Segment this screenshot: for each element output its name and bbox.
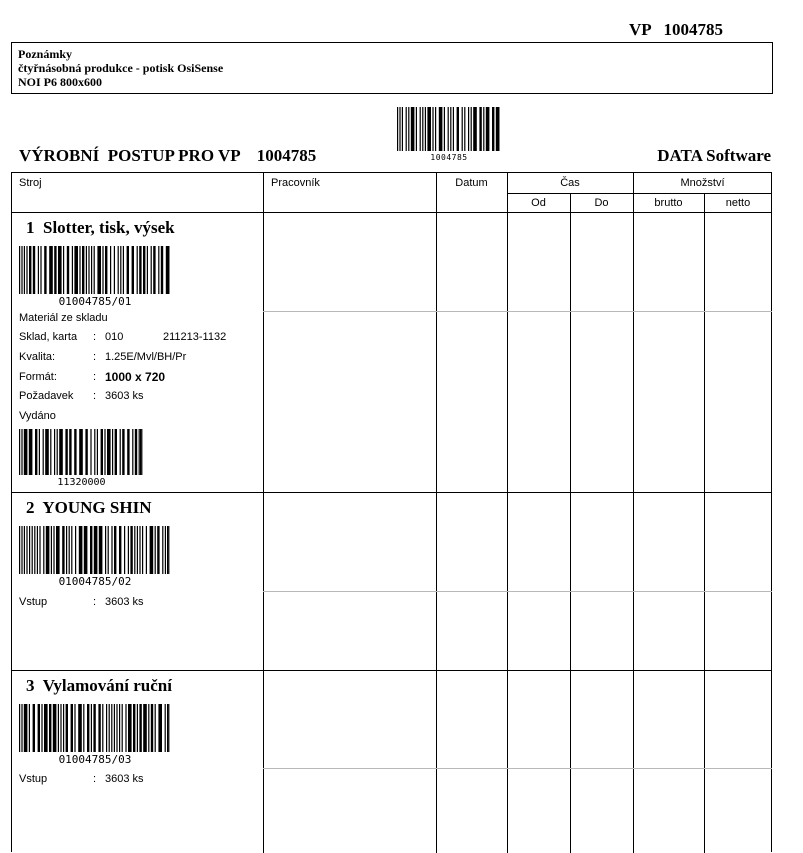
column-divider bbox=[507, 173, 508, 853]
operation-number: 1 bbox=[26, 218, 35, 237]
operation-1-barcode-text: 01004785/01 bbox=[58, 295, 132, 308]
operation-1-title bbox=[26, 218, 175, 238]
header-time-to: Do bbox=[594, 197, 609, 209]
material-label: Materiál ze skladu bbox=[19, 312, 108, 324]
header-quantity: Množství bbox=[680, 177, 725, 189]
document-barcode bbox=[397, 107, 501, 151]
header-time-from: Od bbox=[531, 197, 546, 209]
document-title bbox=[19, 146, 316, 166]
operation-2-title bbox=[26, 498, 151, 518]
column-divider bbox=[704, 193, 705, 853]
operation-number: 2 bbox=[26, 498, 35, 517]
field-value: 010 bbox=[105, 331, 124, 343]
header-bottom-line bbox=[12, 212, 772, 213]
field-colon: : bbox=[93, 331, 97, 343]
row-guide bbox=[263, 768, 772, 769]
field-value: 3603 ks bbox=[105, 773, 144, 785]
field-row bbox=[19, 773, 249, 785]
header-machine: Stroj bbox=[19, 177, 42, 189]
field-label: Vstup bbox=[19, 596, 48, 608]
document-title-number: 1004785 bbox=[256, 146, 317, 165]
issued-barcode bbox=[19, 429, 144, 475]
header-time: Čas bbox=[560, 177, 580, 189]
notes-line-1: čtyřnásobná produkce - potisk OsiSense bbox=[18, 61, 224, 75]
operation-name: Slotter, tisk, výsek bbox=[43, 218, 175, 237]
operation-separator bbox=[12, 670, 772, 671]
field-colon: : bbox=[93, 773, 97, 785]
operation-2-barcode-text: 01004785/02 bbox=[58, 575, 132, 588]
operation-3-barcode bbox=[19, 704, 171, 752]
document-barcode-text: 1004785 bbox=[430, 153, 468, 162]
header-date: Datum bbox=[455, 177, 488, 189]
company-name: DATA Software bbox=[657, 146, 771, 165]
issued-barcode-text: 11320000 bbox=[57, 477, 106, 488]
field-colon: : bbox=[93, 371, 97, 383]
field-label: Kvalita: bbox=[19, 351, 56, 363]
field-colon: : bbox=[93, 596, 97, 608]
column-divider bbox=[633, 173, 634, 853]
operation-3-barcode-text: 01004785/03 bbox=[58, 753, 132, 766]
row-guide bbox=[263, 311, 772, 312]
field-row bbox=[19, 371, 249, 383]
operation-3-title bbox=[26, 676, 172, 696]
field-row bbox=[19, 351, 249, 363]
issued-label: Vydáno bbox=[19, 410, 56, 422]
header-subdivider bbox=[507, 193, 772, 194]
field-value: 1.25E/Mvl/BH/Pr bbox=[105, 351, 187, 363]
field-value-2: 211213-1132 bbox=[163, 331, 227, 343]
field-row bbox=[19, 390, 249, 402]
column-divider bbox=[436, 173, 437, 853]
column-divider bbox=[570, 193, 571, 853]
column-divider bbox=[263, 173, 264, 853]
field-colon: : bbox=[93, 351, 97, 363]
operation-separator bbox=[12, 492, 772, 493]
notes-line-2: NOI P6 800x600 bbox=[18, 75, 102, 89]
operation-number: 3 bbox=[26, 676, 35, 695]
field-value: 3603 ks bbox=[105, 390, 144, 402]
row-guide bbox=[263, 591, 772, 592]
field-row bbox=[19, 596, 249, 608]
vp-number: 1004785 bbox=[663, 20, 723, 39]
field-value: 3603 ks bbox=[105, 596, 144, 608]
field-row bbox=[19, 331, 249, 343]
header-gross: brutto bbox=[654, 197, 683, 209]
field-value: 1000 x 720 bbox=[105, 370, 166, 384]
document-title-prefix: VÝROBNÍ POSTUP PRO VP bbox=[19, 146, 240, 165]
header-net: netto bbox=[725, 197, 751, 209]
vp-header bbox=[629, 20, 723, 40]
operation-2-barcode bbox=[19, 526, 171, 574]
operation-name: YOUNG SHIN bbox=[42, 498, 152, 517]
notes-box bbox=[11, 42, 773, 94]
field-label: Sklad, karta bbox=[19, 331, 78, 343]
operation-1-barcode bbox=[19, 246, 171, 294]
field-label: Požadavek bbox=[19, 390, 74, 402]
field-label: Formát: bbox=[19, 371, 57, 383]
field-colon: : bbox=[93, 390, 97, 402]
vp-label: VP bbox=[629, 20, 651, 39]
operation-name: Vylamování ruční bbox=[42, 676, 172, 695]
header-worker: Pracovník bbox=[271, 177, 320, 189]
field-label: Vstup bbox=[19, 773, 48, 785]
notes-title: Poznámky bbox=[18, 47, 72, 61]
